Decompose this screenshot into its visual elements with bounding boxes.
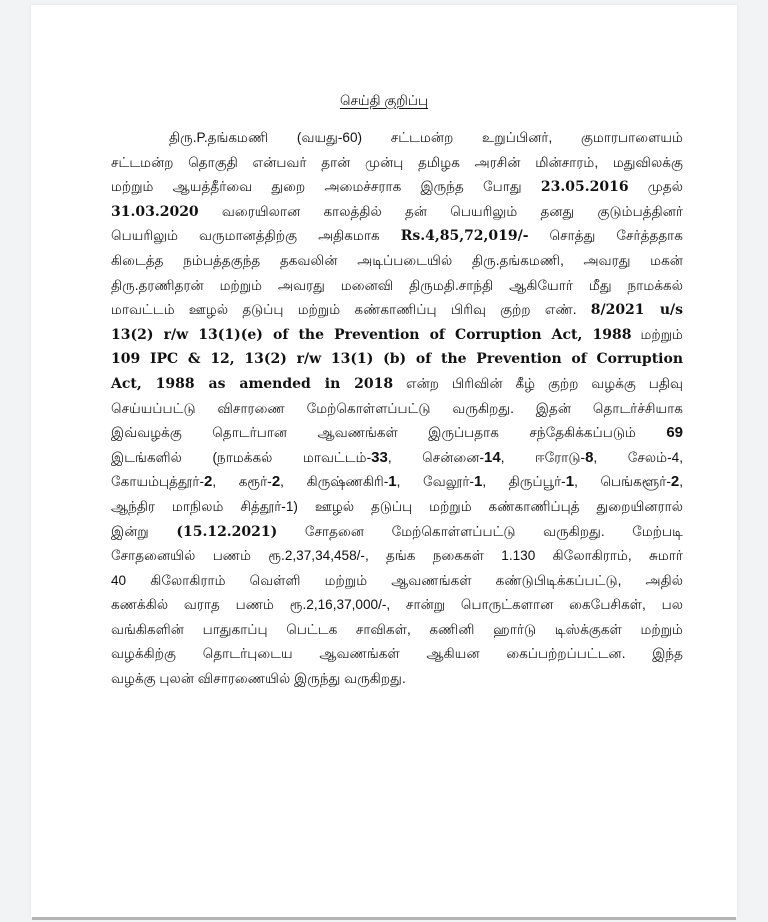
text-line: [111, 397, 683, 422]
document-page: [31, 5, 737, 918]
count: 1: [388, 473, 397, 491]
text-run: வங்கிகளின் பாதுகாப்பு பெட்டக சாவிகள், கணினி ஹார்டு டிஸ்க்குகள் மற்றும்: [111, 621, 683, 637]
end-date: 31.03.2020: [111, 203, 199, 220]
text-run: கோயம்புத்தூர்-: [111, 474, 204, 490]
text-run: 40 கிலோகிராம் வெள்ளி மற்றும் ஆவணங்கள் கண்டுபிடிக்கப்பட்டு, அதில்: [111, 572, 683, 588]
case-number: 8/2021 u/s: [590, 302, 683, 319]
count: 33: [371, 448, 388, 466]
count: 8: [585, 448, 594, 466]
text-line: [111, 569, 683, 594]
text-run: , திருப்பூர்-: [482, 474, 566, 490]
text-line: [111, 126, 683, 151]
text-run: சட்டமன்ற தொகுதி என்பவர் தான் முன்பு தமிழக அரசின் மின்சாரம், மதுவிலக்கு: [111, 154, 683, 170]
asset-amount: Rs.4,85,72,019/-: [400, 228, 529, 245]
text-line: [111, 298, 683, 323]
text-run: என்ற பிரிவின் கீழ் குற்ற வழக்கு பதிவு: [393, 375, 683, 391]
text-line: [111, 151, 683, 176]
count: 1: [565, 473, 575, 491]
count: 2: [203, 473, 213, 491]
text-line: [111, 249, 683, 274]
text-run: , சென்னை-: [387, 449, 485, 465]
count: 1: [473, 473, 483, 491]
text-run: வழக்கு புலன் விசாரணையில் இருந்து வருகிறது.: [111, 671, 406, 687]
text-line: [111, 520, 683, 545]
text-run: மாவட்டம் ஊழல் தடுப்பு மற்றும் கண்காணிப்பு பிரிவு குற்ற எண்.: [111, 302, 591, 318]
count: 14: [484, 448, 501, 466]
text-run: ,: [679, 474, 684, 490]
text-line: [111, 347, 683, 372]
text-run: திரு.தரணிதரன் மற்றும் அவரது மனைவி திருமதி.சாந்தி ஆகியோர் மீது நாமக்கல்: [111, 277, 683, 293]
text-run: மற்றும் ஆயத்தீர்வை துறை அமைச்சராக இருந்த போது: [111, 179, 541, 195]
text-run: திரு.P.தங்கமணி (வயது-60) சட்டமன்ற உறுப்பினர், குமாரபாளையம்: [169, 130, 683, 145]
text-line: [111, 667, 683, 692]
count: 2: [670, 473, 680, 491]
text-run: இடங்களில் (நாமக்கல் மாவட்டம்-: [111, 449, 372, 465]
location-count: 69: [666, 424, 683, 442]
text-run: சோதனை மேற்கொள்ளப்பட்டு வருகிறது. மேற்படி: [277, 523, 683, 539]
text-run: சோதனையில் பணம் ரூ.2,37,34,458/-, தங்க நகைகள் 1.130 கிலோகிராம், சுமார்: [111, 548, 683, 564]
text-line: [111, 593, 683, 618]
text-line: [111, 224, 683, 249]
text-line: [111, 642, 683, 667]
text-run: செய்யப்பட்டு விசாரணை மேற்கொள்ளப்பட்டு வருகிறது. இதன் தொடர்ச்சியாக: [111, 400, 683, 416]
text-line: [111, 495, 683, 520]
text-run: சொத்து சேர்த்ததாக: [528, 228, 683, 244]
text-line: [111, 323, 683, 348]
text-run: , கரூர்-: [212, 474, 272, 490]
text-run: ஆந்திர மாநிலம் சித்தூர்-1) ஊழல் தடுப்பு மற்றும் கண்காணிப்புத் துறையினரால்: [111, 498, 683, 514]
document-title: செய்தி குறிப்பு: [340, 93, 428, 108]
text-run: கிடைத்த நம்பத்தகுந்த தகவலின் அடிப்படையில் திரு.தங்கமணி, அவரது மகன்: [111, 252, 683, 268]
text-run: பெயரிலும் வருமானத்திற்கு அதிகமாக: [111, 228, 401, 244]
start-date: 23.05.2016: [540, 179, 629, 196]
text-run: இவ்வழக்கு தொடர்பான ஆவணங்கள் இருப்பதாக சந்தேகிக்கப்படும்: [111, 425, 667, 441]
text-run: வரையிலான காலத்தில் தன் பெயரிலும் தனது குடும்பத்தினர்: [198, 203, 683, 219]
legal-section: 13(2) r/w 13(1)(e) of the Prevention of Corruption Act, 1988: [111, 326, 632, 343]
text-run: மற்றும்: [631, 326, 683, 342]
text-run: இன்று: [111, 523, 177, 539]
text-run: , சேலம்-4,: [593, 449, 683, 465]
legal-section: Act, 1988 as amended in 2018: [111, 375, 394, 392]
text-run: , ஈரோடு-: [500, 449, 586, 465]
raid-date: (15.12.2021): [176, 523, 278, 540]
text-line: [111, 421, 683, 446]
text-line: [111, 618, 683, 643]
text-run: வழக்கிற்கு தொடர்புடைய ஆவணங்கள் ஆகியன கைப்பற்றப்பட்டன. இந்த: [111, 646, 683, 662]
text-run: , கிருஷ்ணகிரி-: [280, 474, 389, 490]
text-line: [111, 372, 683, 397]
text-run: , வேலூர்-: [396, 474, 474, 490]
text-line: [111, 274, 683, 299]
count: 2: [271, 473, 281, 491]
document-body: [111, 126, 683, 692]
page-bottom-edge: [32, 917, 736, 920]
legal-section: 109 IPC & 12, 13(2) r/w 13(1) (b) of the Prevention of Corruption: [111, 351, 683, 368]
text-run: , பெங்களூர்-: [574, 474, 671, 490]
text-run: கணக்கில் வராத பணம் ரூ.2,16,37,000/-, சான்று பொருட்களான கைபேசிகள், பல: [111, 597, 683, 613]
text-line: [111, 446, 683, 471]
text-line: [111, 544, 683, 569]
text-line: [111, 200, 683, 225]
text-line: [111, 470, 683, 495]
text-run: முதல்: [628, 179, 683, 195]
text-line: [111, 175, 683, 200]
